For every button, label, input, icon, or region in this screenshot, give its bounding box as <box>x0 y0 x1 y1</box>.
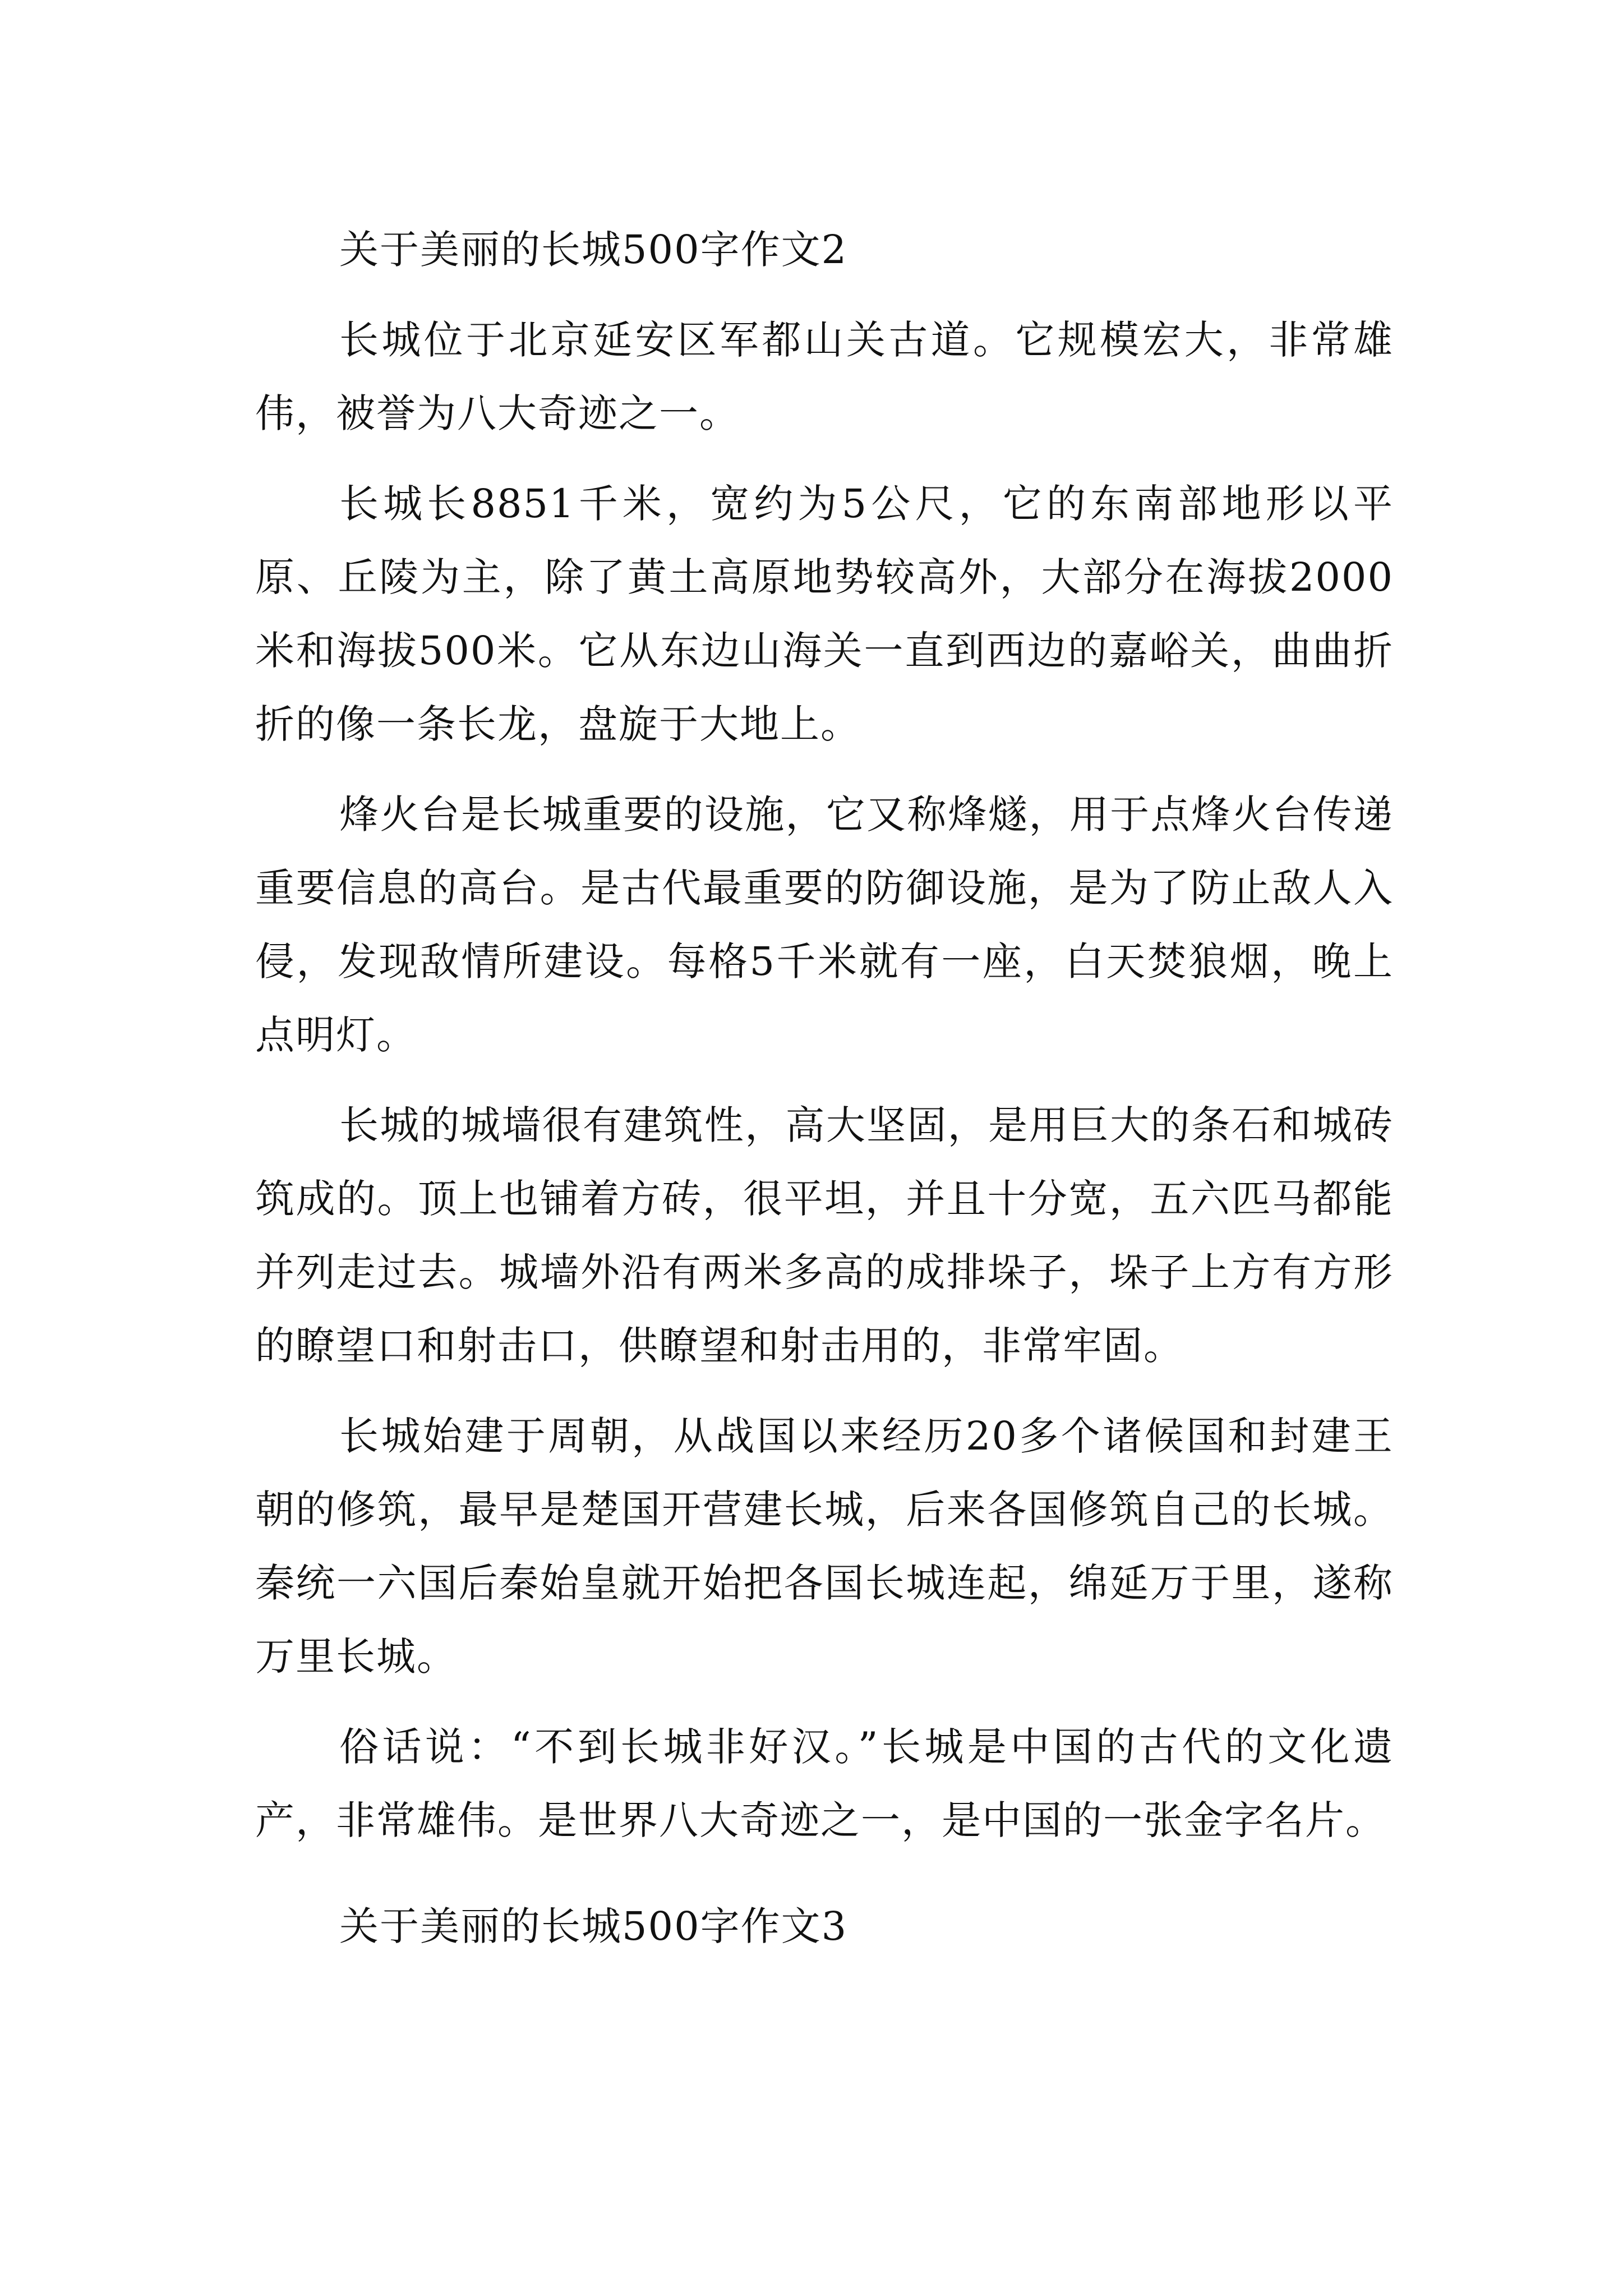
paragraph-length-terrain: 长城长8851千米，宽约为5公尺，它的东南部地形以平原、丘陵为主，除了黄土高原地势较高外，大部分在海拔2000米和海拔500米。它从东边山海关一直到西边的嘉峪关，曲曲折折的像一条长龙，盘旋于大地上。 <box>255 481 1394 747</box>
essay-title-3: 关于美丽的长城500字作文3 <box>339 1903 848 1949</box>
essay-title-2: 关于美丽的长城500字作文2 <box>339 227 848 273</box>
paragraph-beacon-tower: 烽火台是长城重要的设施，它又称烽燧，用于点烽火台传递重要信息的高台。是古代最重要的防御设施，是为了防止敌人入侵，发现敌情所建设。每格5千米就有一座，白天焚狼烟，晚上点明灯。 <box>255 792 1394 1058</box>
paragraph-city-wall: 长城的城墙很有建筑性，高大坚固，是用巨大的条石和城砖筑成的。顶上也铺着方砖，很平坦，并且十分宽，五六匹马都能并列走过去。城墙外沿有两米多高的成排垛子，垛子上方有方形的瞭望口和射击口，供瞭望和射击用的，非常牢固。 <box>255 1102 1394 1369</box>
paragraph-location: 长城位于北京延安区军都山关古道。它规模宏大，非常雄伟，被誉为八大奇迹之一。 <box>255 317 1394 436</box>
paragraph-saying: 俗话说：“不到长城非好汉。”长城是中国的古代的文化遗产，非常雄伟。是世界八大奇迹之一，是中国的一张金字名片。 <box>255 1724 1394 1843</box>
document-body <box>255 213 1394 1963</box>
paragraph-history: 长城始建于周朝，从战国以来经历20多个诸候国和封建王朝的修筑，最早是楚国开营建长城，后来各国修筑自己的长城。秦统一六国后秦始皇就开始把各国长城连起，绵延万于里，遂称万里长城。 <box>255 1413 1394 1680</box>
